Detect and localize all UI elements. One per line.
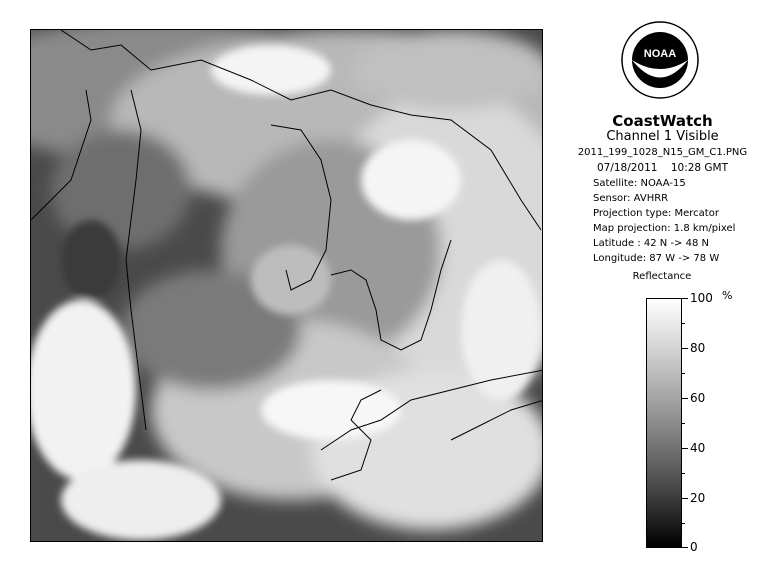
colorbar-tick bbox=[682, 498, 688, 499]
meta-sensor: Sensor: AVHRR bbox=[593, 193, 669, 204]
meta-satellite: Satellite: NOAA-15 bbox=[593, 178, 686, 189]
colorbar-minor-tick bbox=[682, 473, 685, 474]
colorbar-minor-tick bbox=[682, 423, 685, 424]
colorbar-tick bbox=[682, 448, 688, 449]
colorbar-label-0: 0 bbox=[690, 540, 698, 554]
acquisition-datetime bbox=[555, 161, 770, 176]
meta-map-projection: Map projection: 1.8 km/pixel bbox=[593, 223, 736, 234]
app-title: CoastWatch bbox=[612, 112, 713, 130]
satellite-map[interactable] bbox=[30, 29, 543, 542]
acquisition-date: 07/18/2011 bbox=[596, 162, 658, 174]
background-imagery bbox=[31, 30, 543, 542]
colorbar-label-60: 60 bbox=[690, 391, 706, 405]
colorbar bbox=[646, 298, 682, 548]
colorbar-tick bbox=[682, 298, 688, 299]
channel-subtitle: Channel 1 Visible bbox=[606, 129, 719, 144]
meta-latitude: Latitude : 42 N -> 48 N bbox=[593, 238, 709, 249]
colorbar-label-80: 80 bbox=[690, 341, 706, 355]
meta-projection-type: Projection type: Mercator bbox=[593, 208, 719, 219]
colorbar-minor-tick bbox=[682, 523, 685, 524]
meta-longitude: Longitude: 87 W -> 78 W bbox=[593, 253, 720, 264]
colorbar-unit: % bbox=[722, 289, 733, 302]
colorbar-tick bbox=[682, 398, 688, 399]
colorbar-tick bbox=[682, 547, 688, 548]
image-filename: 2011_199_1028_N15_GM_C1.PNG bbox=[577, 147, 748, 158]
noaa-logo bbox=[620, 20, 700, 110]
colorbar-label-40: 40 bbox=[690, 441, 706, 455]
acquisition-time: 10:28 GMT bbox=[670, 162, 729, 174]
colorbar-tick bbox=[682, 348, 688, 349]
colorbar-minor-tick bbox=[682, 323, 685, 324]
logo-text: NOAA bbox=[643, 48, 677, 60]
colorbar-label-100: 100 bbox=[690, 291, 713, 305]
colorbar-label-20: 20 bbox=[690, 491, 706, 505]
colorbar-title: Reflectance bbox=[632, 271, 692, 282]
colorbar-minor-tick bbox=[682, 373, 685, 374]
